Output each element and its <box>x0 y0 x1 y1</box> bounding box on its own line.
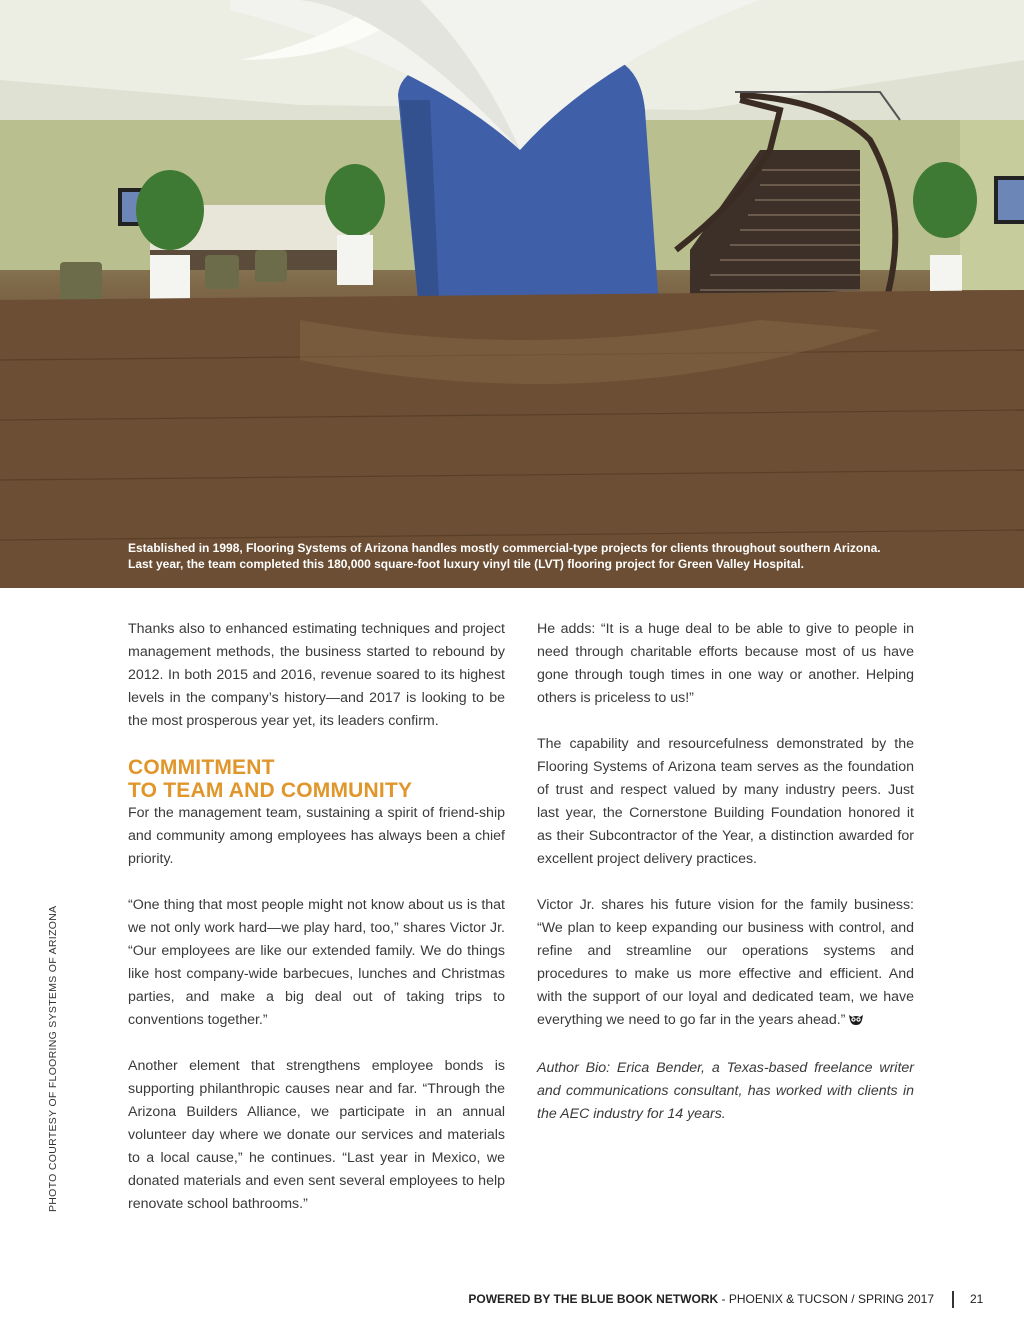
section-heading <box>128 756 505 802</box>
paragraph: For the management team, sustaining a spirit of friend-ship and community among employees has always been a chief priority. <box>128 805 505 867</box>
footer-edition: - PHOENIX & TUCSON / SPRING 2017 <box>718 1292 934 1306</box>
paragraph: He adds: “It is a huge deal to be able to give to people in need through charitable efforts because most of us have gone through tough times in one way or another. Helping others is priceless to us!” <box>537 621 914 706</box>
hospital-lobby-illustration <box>0 0 1024 588</box>
paragraph-final <box>537 894 914 1034</box>
heading-line-1: COMMITMENT <box>128 756 275 779</box>
page-number: 21 <box>970 1292 984 1306</box>
photo-credit: PHOTO COURTESY OF FLOORING SYSTEMS OF ARIZONA <box>47 905 59 1212</box>
page-footer <box>468 1292 934 1306</box>
paragraph: Another element that strengthens employee bonds is supporting philanthropic causes near and far. “Through the Arizona Builders Alliance, we participate in an annual volunteer day where we donate our services and materials to a local cause,” he continues. “Last year in Mexico, we donated materials and even sent several employees to help renovate school bathrooms.” <box>128 1058 505 1212</box>
article-right-column <box>537 618 914 1126</box>
owl-icon <box>848 1011 864 1034</box>
heading-line-2: TO TEAM AND COMMUNITY <box>128 779 413 802</box>
paragraph: Thanks also to enhanced estimating techniques and project management methods, the business started to rebound by 2012. In both 2015 and 2016, revenue soared to its highest levels in the company’s history—and 2017 is looking to be the most prosperous year yet, its leaders confirm. <box>128 621 505 729</box>
caption-line-2: Last year, the team completed this 180,000 square-foot luxury vinyl tile (LVT) flooring project for Green Valley Hospital. <box>128 557 804 571</box>
photo-caption <box>128 540 928 572</box>
hero-photo <box>0 0 1024 588</box>
footer-divider <box>952 1291 954 1308</box>
footer-brand: POWERED BY THE BLUE BOOK NETWORK <box>468 1292 719 1306</box>
author-bio: Author Bio: Erica Bender, a Texas-based freelance writer and communications consultant, has worked with clients in the AEC industry for 14 years. <box>537 1060 914 1122</box>
paragraph-text: Victor Jr. shares his future vision for the family business: “We plan to keep expanding our business with control, and refine and streamline our operations systems and procedures to make us more effective and efficient. And with the support of our loyal and dedicated team, we have everything we need to go far in the years ahead.” <box>537 897 914 1028</box>
caption-line-1: Established in 1998, Flooring Systems of Arizona handles mostly commercial-type projects for clients throughout southern Arizona. <box>128 541 881 555</box>
paragraph: “One thing that most people might not know about us is that we not only work hard—we play hard, too,” shares Victor Jr. “Our employees are like our extended family. We do things like host company-wide barbecues, lunches and Christmas parties, and make a big deal out of taking trips to conventions together.” <box>128 897 505 1028</box>
paragraph: The capability and resourcefulness demonstrated by the Flooring Systems of Arizona team serves as the foundation of trust and respect valued by many industry peers. Just last year, the Cornerstone Building Foundation honored it as their Subcontractor of the Year, a distinction awarded for excellent project delivery practices. <box>537 736 914 867</box>
article-left-column <box>128 618 505 1216</box>
